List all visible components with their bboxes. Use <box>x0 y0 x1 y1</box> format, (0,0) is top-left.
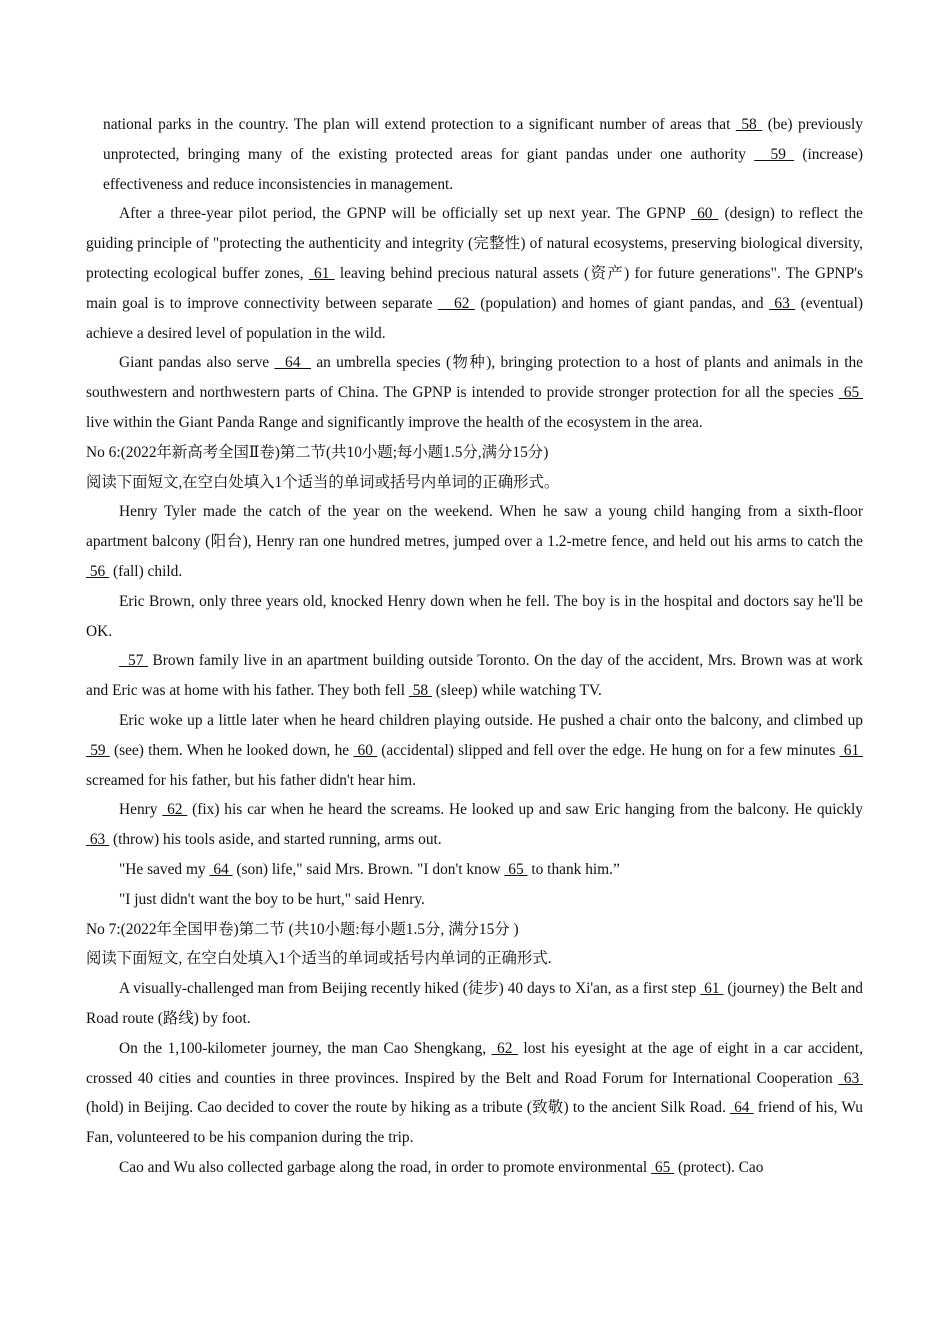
paragraph-text: lost his eyesight at the age of eight in a car accident, crossed 40 cities and counties in three provinces. Inspired by the Belt and Road Forum for International Cooperation <box>86 1039 863 1087</box>
paragraph-text: (son) life," said Mrs. Brown. "I don't know <box>232 860 505 878</box>
answer-blank: 65 <box>838 384 864 402</box>
paragraph-text: (hold) in Beijing. Cao decided to cover the route by hiking as a tribute (致敬) to the ancient Silk Road. <box>86 1099 730 1117</box>
answer-blank: 62 <box>162 801 188 819</box>
paragraph-text: No 6:(2022年新高考全国Ⅱ卷)第二节(共10小题;每小题1.5分,满分15分) <box>86 443 549 461</box>
paragraph <box>86 1034 863 1153</box>
paragraph-text: (sleep) while watching TV. <box>431 682 602 700</box>
paragraph-text: (fall) child. <box>109 562 183 580</box>
paragraph-text: (eventual) achieve a desired level of population in the wild. <box>86 294 864 342</box>
document-page <box>86 110 863 1183</box>
answer-blank: 60 <box>691 205 719 223</box>
answer-blank: 57 <box>119 652 148 670</box>
paragraph-text: (throw) his tools aside, and started running, arms out. <box>109 831 442 849</box>
answer-blank: 65 <box>504 860 528 878</box>
section-heading <box>86 915 863 945</box>
paragraph-text: to thank him.” <box>527 860 620 878</box>
answer-blank: 62 <box>437 294 475 312</box>
paragraph <box>86 110 863 199</box>
answer-blank: 64 <box>274 354 312 372</box>
paragraph-text: (accidental) slipped and fell over the edge. He hung on for a few minutes <box>377 741 840 759</box>
paragraph-text: On the 1,100-kilometer journey, the man Cao Shengkang, <box>119 1039 492 1057</box>
answer-blank: 64 <box>209 860 233 878</box>
paragraph <box>86 348 863 437</box>
paragraph-text: 阅读下面短文,在空白处填入1个适当的单词或括号内单词的正确形式。 <box>86 473 560 491</box>
paragraph-text: No 7:(2022年全国甲卷)第二节 (共10小题:每小题1.5分, 满分15分 ) <box>86 920 519 938</box>
paragraph-text: A visually-challenged man from Beijing recently hiked (徒步) 40 days to Xi'an, as a first step <box>119 980 701 998</box>
section-heading <box>86 438 863 468</box>
paragraph-text: 阅读下面短文, 在空白处填入1个适当的单词或括号内单词的正确形式. <box>86 950 552 968</box>
paragraph-text: Henry <box>119 801 163 819</box>
paragraph <box>86 795 863 855</box>
paragraph <box>86 855 863 885</box>
paragraph-text: (design) to reflect the guiding principle of "protecting the authenticity and integrity (完整性) of natural ecosystems, preserving biological diversity, protecting ecological buffer zones, <box>86 205 863 282</box>
paragraph-text: After a three-year pilot period, the GPNP will be officially set up next year. The GPNP <box>119 205 692 223</box>
answer-blank: 60 <box>353 741 378 759</box>
paragraph-text: Eric Brown, only three years old, knocked Henry down when he fell. The boy is in the hospital and doctors say he'll be OK. <box>86 592 863 640</box>
paragraph-text: Giant pandas also serve <box>119 354 275 372</box>
paragraph-text: Brown family live in an apartment building outside Toronto. On the day of the accident, Mrs. Brown was at work and Eric was at home with his father. They both fell <box>86 652 864 700</box>
paragraph-text: (increase) effectiveness and reduce inconsistencies in management. <box>103 145 864 193</box>
paragraph-text: Cao and Wu also collected garbage along the road, in order to promote environmental <box>119 1158 652 1176</box>
paragraph-text: (fix) his car when he heard the screams. He looked up and saw Eric hanging from the balcony. He quickly <box>187 801 863 819</box>
paragraph-text: (be) previously unprotected, bringing many of the existing protected areas for giant pandas under one authority <box>103 116 863 163</box>
paragraph-text: national parks in the country. The plan will extend protection to a significant number of areas that <box>103 116 736 133</box>
paragraph-text: "I just didn't want the boy to be hurt," said Henry. <box>119 890 425 908</box>
paragraph-text: (protect). Cao <box>674 1158 764 1176</box>
answer-blank: 64 <box>729 1099 754 1117</box>
answer-blank: 61 <box>308 264 335 282</box>
paragraph-text: "He saved my <box>119 860 210 878</box>
answer-blank: 59 <box>754 145 795 163</box>
paragraph-text: (population) and homes of giant pandas, and <box>474 294 770 312</box>
answer-blank: 61 <box>700 980 724 998</box>
paragraph-text: live within the Giant Panda Range and significantly improve the health of the ecosystem in the area. <box>86 413 703 431</box>
answer-blank: 63 <box>769 294 796 312</box>
paragraph-text: friend of his, Wu Fan, volunteered to be his companion during the trip. <box>86 1099 863 1147</box>
answer-blank: 58 <box>735 116 763 133</box>
answer-blank: 59 <box>86 741 110 759</box>
answer-blank: 58 <box>408 682 432 700</box>
paragraph-text: Henry Tyler made the catch of the year on the weekend. When he saw a young child hanging from a sixth-floor apartment balcony (阳台), Henry ran one hundred metres, jumped over a 1.2-metre fence, and held out his arms to catch the <box>86 503 863 551</box>
paragraph <box>86 497 863 586</box>
paragraph-text: screamed for his father, but his father didn't hear him. <box>86 771 416 789</box>
paragraph-text: (see) them. When he looked down, he <box>109 741 354 759</box>
paragraph-text: Eric woke up a little later when he heard children playing outside. He pushed a chair onto the balcony, and climbed up <box>119 711 863 729</box>
paragraph <box>86 1153 863 1183</box>
paragraph <box>86 587 863 647</box>
paragraph-text: an umbrella species (物种), bringing protection to a host of plants and animals in the southwestern and northwestern parts of China. The GPNP is intended to provide stronger protection for all the species <box>86 354 864 402</box>
answer-blank: 65 <box>651 1158 675 1176</box>
section-heading <box>86 944 863 974</box>
answer-blank: 63 <box>86 831 110 849</box>
paragraph <box>86 885 863 915</box>
section-heading <box>86 468 863 498</box>
paragraph-text: leaving behind precious natural assets (资产) for future generations". The GPNP's main goal is to improve connectivity between separate <box>86 264 863 312</box>
paragraph <box>86 646 863 706</box>
answer-blank: 56 <box>86 562 110 580</box>
paragraph <box>86 706 863 795</box>
answer-blank: 62 <box>491 1039 518 1057</box>
answer-blank: 63 <box>838 1069 863 1087</box>
paragraph <box>86 974 863 1034</box>
answer-blank: 61 <box>839 741 863 759</box>
paragraph <box>86 199 863 348</box>
paragraph-text: (journey) the Belt and Road route (路线) by foot. <box>86 980 863 1027</box>
